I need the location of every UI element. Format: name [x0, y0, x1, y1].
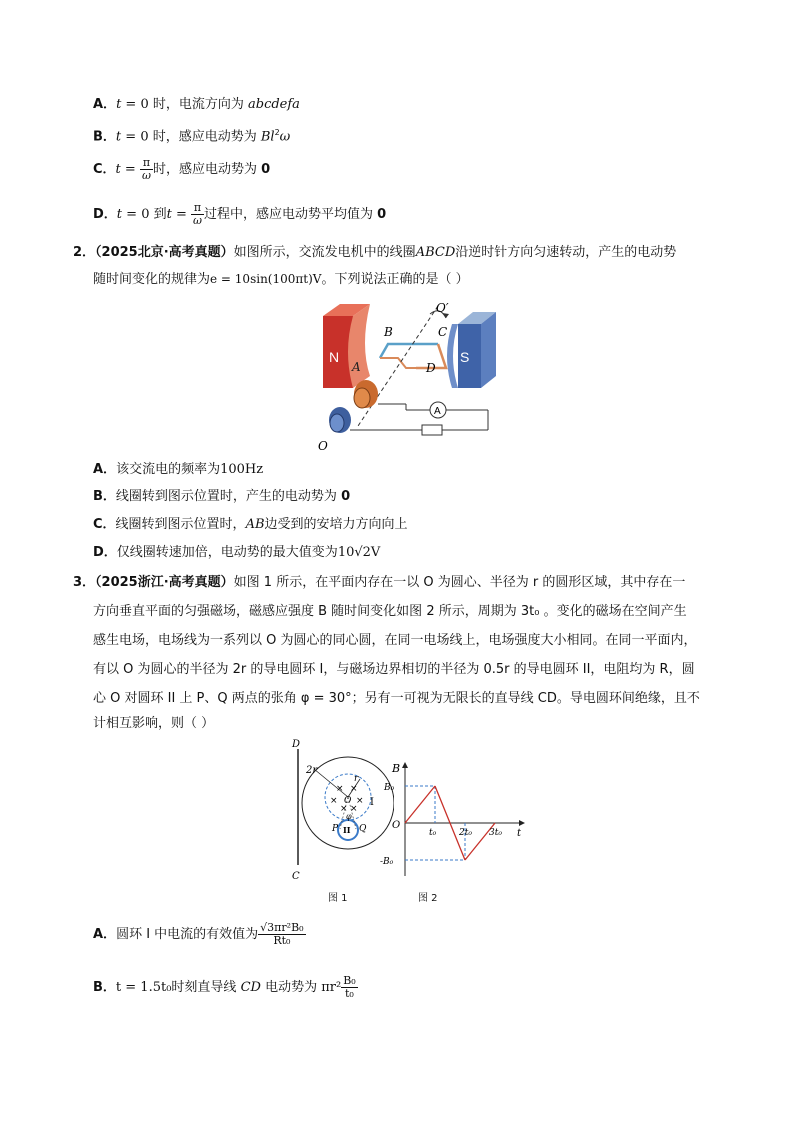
- q3-stem-line2: 方向垂直平面的匀强磁场，磁感应强度 B 随时间变化如图 2 所示，周期为 3t₀ 。变化的磁场在空间产生: [93, 604, 687, 619]
- generator-figure: [318, 296, 498, 456]
- label-ring-1: I: [370, 797, 374, 808]
- option-text: 时，感应电动势为: [152, 129, 261, 145]
- q3-stem-line5: 心 O 对圆环 II 上 P、Q 两点的张角 φ = 30°；另有一可视为无限长的直导线 CD。导电圆环间绝缘，且不: [93, 691, 700, 706]
- eq: = 0: [121, 97, 153, 112]
- formula: e = 10sin(100πt)V: [210, 272, 322, 286]
- origin-label: O: [392, 820, 401, 831]
- option-bold: 0: [377, 207, 387, 222]
- stem-text: 如图 1 所示，在平面内存在一以 O 为圆心、半径为 r 的圆形区域，其中存在一: [233, 575, 686, 590]
- q3-stem-line6: 计相互影响，则（ ）: [93, 716, 215, 731]
- question-source: （2025北京·高考真题）: [95, 245, 234, 260]
- y-axis-label: B: [392, 762, 401, 775]
- question-source: （2025浙江·高考真题）: [95, 575, 234, 590]
- option-italic: CD: [240, 980, 261, 995]
- label-o: O: [344, 796, 352, 806]
- option-tail: ω: [279, 129, 291, 145]
- stem-text: 。下列说法正确的是（ ）: [321, 272, 469, 287]
- figure-1-caption: 图 1: [328, 893, 348, 904]
- x-tick-label: 2t₀: [459, 828, 472, 838]
- option-text: 线圈转到图示位置时，产生的电动势为: [115, 489, 342, 504]
- sup: 2: [274, 128, 280, 137]
- denominator: t₀: [345, 987, 354, 1000]
- x-tick-label: 3t₀: [489, 828, 502, 838]
- svg-text:×: ×: [340, 804, 348, 814]
- label-ring-2: II: [343, 825, 351, 835]
- option-label: B．: [93, 129, 116, 145]
- svg-text:×: ×: [350, 804, 358, 814]
- x-axis-label: t: [517, 828, 522, 839]
- q2-stem-line2: [93, 270, 469, 289]
- svg-text:×: ×: [350, 784, 358, 794]
- option-pre: t = 1.5t₀: [115, 980, 172, 995]
- svg-text:×: ×: [336, 784, 344, 794]
- q3-option-a: [93, 915, 306, 955]
- var-t: t: [115, 129, 122, 145]
- option-label: D．: [93, 207, 117, 222]
- option-text: 时刻直导线: [171, 980, 241, 995]
- label-phi: φ: [346, 812, 352, 821]
- resistor: [422, 425, 442, 435]
- numerator: π: [140, 157, 153, 170]
- q2-option-d: [93, 544, 380, 562]
- option-text: 时，感应电动势为: [152, 162, 262, 177]
- slip-ring-1-face: [354, 388, 370, 408]
- coil-side-ab: [380, 344, 438, 358]
- formula: πr²: [321, 980, 342, 995]
- var-t: t: [116, 97, 122, 112]
- label-o-prime: O′: [436, 301, 449, 315]
- stem-italic: ABCD: [415, 245, 456, 260]
- eq: = 0: [121, 129, 153, 145]
- option-label: B．: [93, 489, 116, 504]
- option-mid: 到: [153, 207, 167, 222]
- svg-text:×: ×: [330, 796, 338, 806]
- q3-stem-line3: 感生电场，电场线为一系列以 O 为圆心的同心圆，在同一电场线上，电场强度大小相同。在同一平面内，: [93, 633, 697, 648]
- denominator: ω: [141, 169, 151, 182]
- figure-1: [284, 737, 394, 887]
- series-segment-0: [405, 786, 435, 823]
- fraction: [258, 922, 305, 947]
- question-number: 3．: [73, 575, 96, 590]
- q1-option-c: [93, 152, 270, 188]
- option-text: 时，电流方向为: [152, 97, 248, 112]
- q2-option-a: [93, 461, 263, 479]
- q1-option-d: [93, 197, 386, 233]
- q2-option-b: [93, 488, 350, 506]
- option-italic: abcdefa: [248, 97, 300, 112]
- q3-stem-line4: 有以 O 为圆心的半径为 2r 的导电圆环 I，与磁场边界相切的半径为 0.5r 的导电圆环 II，电阻均为 R，圆: [93, 662, 695, 677]
- var-t: t: [116, 207, 123, 222]
- fraction: [341, 975, 358, 1000]
- numerator: π: [191, 202, 204, 215]
- fraction: [140, 157, 153, 182]
- q2-stem-line1: [73, 244, 676, 262]
- option-label: D．: [93, 545, 117, 560]
- option-bold: 0: [261, 162, 271, 177]
- q3-stem-line1: [73, 574, 685, 592]
- option-label: A．: [93, 927, 117, 942]
- ammeter-label: A: [434, 406, 441, 417]
- slip-ring-2-face: [330, 414, 344, 432]
- option-value: 100Hz: [220, 462, 264, 477]
- label-c: C: [438, 325, 448, 339]
- q2-option-c: [93, 516, 408, 534]
- label-r: r: [354, 774, 359, 784]
- option-label: A．: [93, 97, 117, 112]
- option-label: A．: [93, 462, 117, 477]
- fraction: [191, 202, 204, 227]
- var-t: t: [166, 207, 172, 222]
- label-o: O: [318, 439, 328, 453]
- n-label: N: [329, 349, 340, 365]
- svg-text:×: ×: [356, 796, 364, 806]
- numerator: B₀: [343, 974, 356, 987]
- label-q: Q: [359, 824, 367, 834]
- y-axis-arrow: [402, 762, 408, 768]
- option-text: 圆环 I 中电流的有效值为: [116, 927, 259, 942]
- y-tick-label: -B₀: [380, 857, 394, 867]
- figure-2-caption: 图 2: [418, 893, 438, 904]
- denominator: ω: [193, 214, 202, 227]
- option-text: 线圈转到图示位置时，: [115, 517, 246, 532]
- x-tick-label: t₀: [429, 828, 437, 838]
- option-value: 10√2V: [337, 545, 381, 560]
- var-t: t: [115, 162, 121, 177]
- label-2r: 2r: [306, 765, 318, 776]
- eq: = 0: [122, 207, 154, 222]
- s-magnet-side: [481, 312, 496, 388]
- stem-text: 沿逆时针方向匀速转动，产生的电动势: [455, 245, 677, 260]
- denominator: Rt₀: [273, 934, 291, 947]
- option-italic: Bl: [260, 129, 275, 145]
- y-tick-label: B₀: [384, 783, 395, 793]
- option-label: C．: [93, 517, 116, 532]
- stem-text: 如图所示，交流发电机中的线圈: [233, 245, 416, 260]
- option-italic: AB: [245, 517, 265, 532]
- option-text: 该交流电的频率为: [116, 462, 221, 477]
- s-pole-face: [447, 324, 458, 388]
- numerator: √3πr²B₀: [260, 921, 304, 934]
- option-tail: 电动势为: [260, 980, 322, 995]
- option-bold: 0: [341, 489, 351, 504]
- eq: =: [120, 162, 140, 177]
- label-p: P: [332, 824, 339, 834]
- q3-option-b: [93, 968, 358, 1008]
- figure-2-chart: [380, 758, 530, 888]
- option-label: B．: [93, 980, 116, 995]
- stem-text: 随时间变化的规律为: [93, 272, 211, 287]
- option-label: C．: [93, 162, 116, 177]
- q1-option-b: [93, 124, 290, 146]
- option-tail: 边受到的安培力方向向上: [264, 517, 408, 532]
- label-d: D: [426, 361, 436, 375]
- option-text: 过程中，感应电动势平均值为: [204, 207, 378, 222]
- option-text: 仅线圈转速加倍，电动势的最大值变为: [116, 545, 338, 560]
- q1-option-a: [93, 96, 300, 114]
- label-b: B: [384, 325, 393, 339]
- question-number: 2．: [73, 245, 96, 260]
- eq: =: [171, 207, 192, 222]
- x-axis-arrow: [519, 820, 525, 826]
- s-label: S: [460, 349, 470, 365]
- label-d: D: [292, 739, 301, 750]
- label-a: A: [352, 360, 361, 374]
- label-c: C: [292, 871, 300, 882]
